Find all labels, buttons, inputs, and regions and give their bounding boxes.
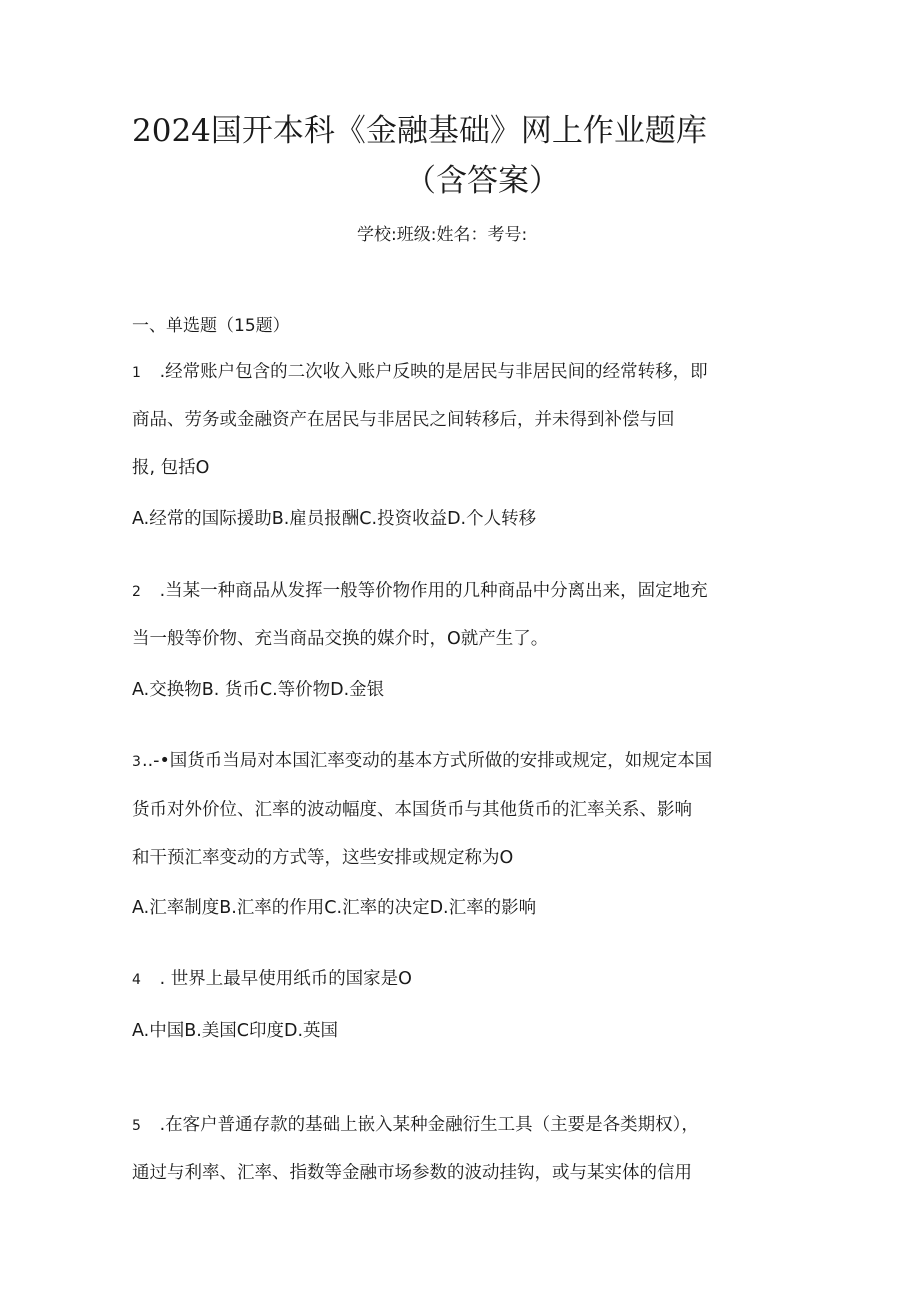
question-2-line-1: 2 .当某一种商品从发挥一般等价物作用的几种商品中分离出来，固定地充 [132,577,708,606]
question-3-line-3: 和干预汇率变动的方式等，这些安排或规定称为O [132,848,514,868]
student-info-line: 学校:班级:姓名：考号: [357,225,528,245]
question-1-line-3: 报, 包括O [132,458,210,478]
question-number: 1 [132,365,141,381]
question-5-line-2: 通过与利率、汇率、指数等金融市场参数的波动挂钩，或与某实体的信用 [132,1163,692,1183]
question-2-options: A.交换物B. 货币C.等价物D.金银 [132,680,385,700]
question-5-line-1: 5 .在客户普通存款的基础上嵌入某种金融衍生工具（主要是各类期权）， [132,1111,699,1140]
question-number: 2 [132,584,141,600]
section-heading: 一、单选题（15题） [132,316,290,336]
question-number: 5 [132,1118,141,1134]
question-4-options: A.中国B.美国C印度D.英国 [132,1021,339,1041]
question-1-line-1: 1 .经常账户包含的二次收入账户反映的是居民与非居民间的经常转移，即 [132,358,708,387]
question-number: 4 [132,972,141,988]
question-number: 3 [132,754,141,770]
question-3-line-1: 3..-•国货币当局对本国汇率变动的基本方式所做的安排或规定，如规定本国 [132,747,712,776]
question-1-line-2: 商品、劳务或金融资产在居民与非居民之间转移后，并未得到补偿与回 [132,410,675,430]
question-2-line-2: 当一般等价物、充当商品交换的媒介时，O就产生了。 [132,629,549,649]
question-1-options: A.经常的国际援助B.雇员报酬C.投资收益D.个人转移 [132,509,537,529]
question-4-line-1: 4 . 世界上最早使用纸币的国家是O [132,965,412,994]
question-3-options: A.汇率制度B.汇率的作用C.汇率的决定D.汇率的影响 [132,898,537,918]
document-subtitle: （含答案） [405,163,560,199]
question-3-line-2: 货币对外价位、汇率的波动幅度、本国货币与其他货币的汇率关系、影响 [132,800,692,820]
document-title: 2024国开本科《金融基础》网上作业题库 [132,113,707,149]
